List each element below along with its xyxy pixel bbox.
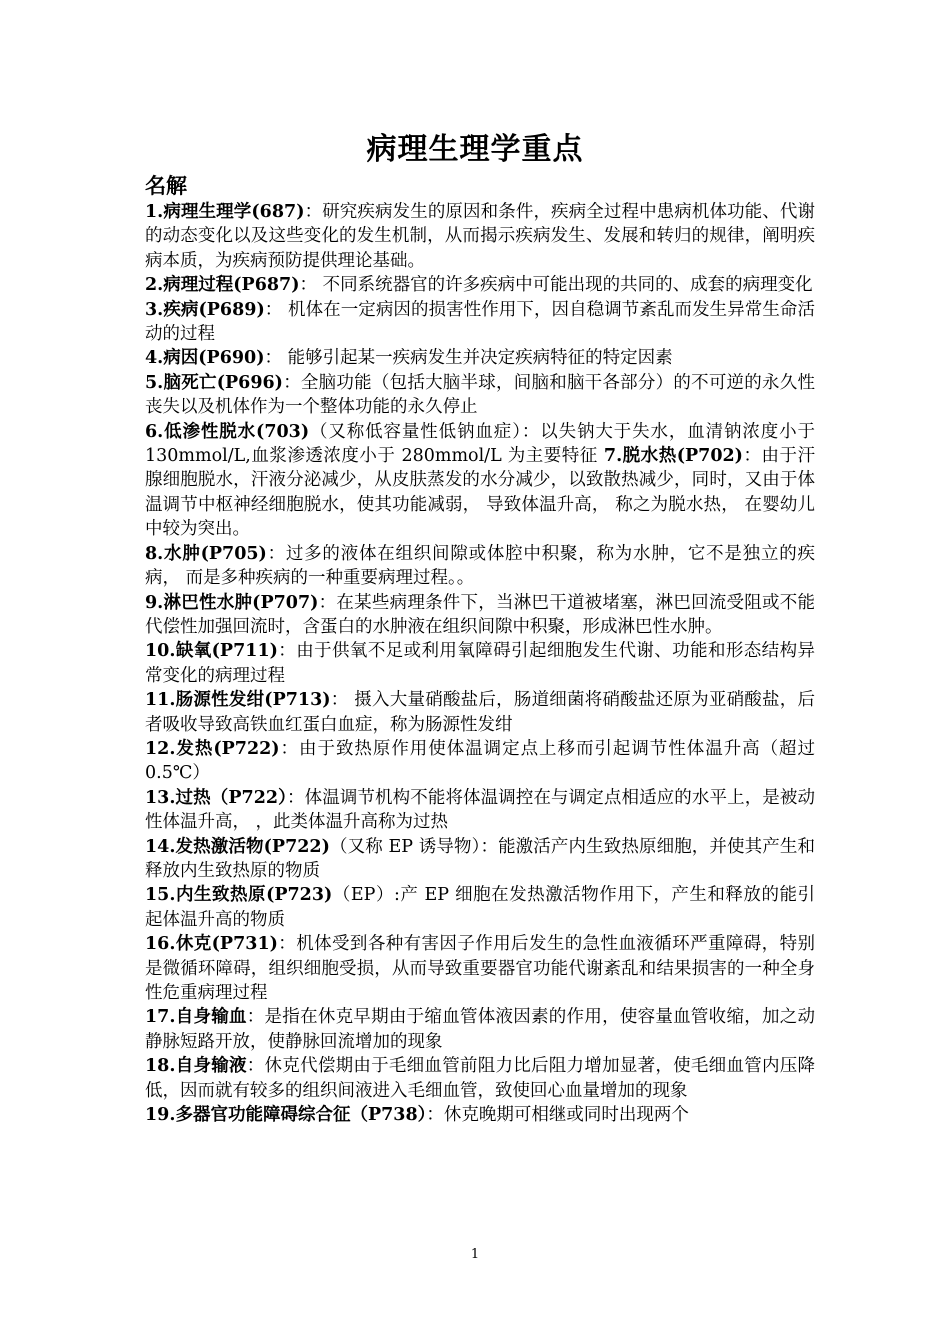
page-number: 1 — [470, 1247, 480, 1262]
entry-text: ： 机体在一定病因的损害性作用下，因自稳调节紊乱而发生异常生命活动的过程 — [145, 299, 815, 345]
definition-entry — [145, 786, 815, 835]
entry-text: ：全脑功能（包括大脑半球，间脑和脑干各部分）的不可逆的永久性丧失以及机体作为一个整体功能的永久停止 — [145, 372, 815, 418]
definition-entry — [145, 883, 815, 932]
definition-entry — [145, 420, 815, 542]
entry-text: ：机体受到各种有害因子作用后发生的急性血液循环严重障碍，特别是微循环障碍，组织细胞受损，从而导致重要器官功能代谢紊乱和结果损害的一种全身性危重病理过程 — [145, 934, 815, 1003]
entry-text: ：过多的液体在组织间隙或体腔中积聚，称为水肿，它不是独立的疾病， 而是多种疾病的一种重要病理过程。。 — [145, 543, 815, 589]
entry-text: （又称 EP 诱导物）：能激活产内生致热原细胞，并使其产生和释放内生致热原的物质 — [145, 836, 815, 881]
definition-entry — [145, 1103, 815, 1127]
entry-term: 11.肠源性发绀(P713) — [145, 690, 331, 711]
entry-text: ： 摄入大量硝酸盐后，肠道细菌将硝酸盐还原为亚硝酸盐，后者吸收导致高铁血红蛋白血症，称为肠源性发绀 — [145, 690, 815, 735]
definition-entry — [145, 346, 815, 370]
definition-entry — [145, 273, 815, 297]
entry-term: 16.休克(P731) — [145, 934, 278, 955]
entry-term: 14.发热激活物(P722) — [145, 836, 330, 857]
entry-text: ：休克代偿期由于毛细血管前阻力比后阻力增加显著，使毛细血管内压降低，因而就有较多的组织间液进入毛细血管，致使回心血量增加的现象 — [145, 1056, 815, 1101]
entry-text: ：由于供氧不足或利用氧障碍引起细胞发生代谢、功能和形态结构异常变化的病理过程 — [145, 641, 815, 686]
entry-term: 15.内生致热原(P723) — [145, 885, 333, 906]
entry-term: 1.病理生理学(687) — [145, 202, 305, 222]
definition-entry — [145, 639, 815, 688]
entry-term: 2.病理过程(P687) — [145, 275, 300, 296]
entry-text: ：研究疾病发生的原因和条件，疾病全过程中患病机体功能、代谢的动态变化以及这些变化的发生机制，从而揭示疾病发生、发展和转归的规律，阐明疾病本质，为疾病预防提供理论基础。 — [145, 202, 815, 271]
definition-entry — [145, 1005, 815, 1054]
entry-term: 18.自身输液 — [145, 1056, 247, 1077]
entry-term: 5.脑死亡(P696) — [145, 372, 283, 393]
definition-entry — [145, 737, 815, 786]
entry-term: 12.发热(P722) — [145, 738, 280, 759]
entry-text: （又称低容量性低钠血症）：以失钠大于失水，血清钠浓度小于 130mmol/L,血浆渗透浓度小于 280mmol/L 为主要特征 — [145, 421, 816, 467]
section-heading: 名解 — [145, 174, 187, 198]
entry-term: 3.疾病(P689) — [145, 299, 265, 320]
entry-term: 10.缺氧(P711) — [145, 641, 278, 662]
entry-text: ：休克晚期可相继或同时出现两个 — [426, 1105, 689, 1126]
definition-entry — [145, 542, 815, 591]
definition-entry — [145, 591, 815, 640]
definition-entry — [145, 1054, 815, 1103]
entry-term: 9.淋巴性水肿(P707) — [145, 592, 319, 613]
entry-text: ： 不同系统器官的许多疾病中可能出现的共同的、成套的病理变化 — [299, 275, 813, 296]
entry-term: 19.多器官功能障碍综合征（P738） — [145, 1105, 427, 1126]
entry-text: ：是指在休克早期由于缩血管体液因素的作用，使容量血管收缩，加之动静脉短路开放，使静脉回流增加的现象 — [145, 1007, 815, 1052]
entry-text: ：体温调节机构不能将体温调控在与调定点相适应的水平上，是被动性体温升高， ，此类体温升高称为过热 — [145, 787, 816, 833]
entry-term: 6.低渗性脱水(703) — [145, 421, 310, 442]
entry-text: ：由于汗腺细胞脱水，汗液分泌减少，从皮肤蒸发的水分减少，以致散热减少，同时，又由于体温调节中枢神经细胞脱水，使其功能减弱， 导致体温升高， 称之为脱水热， 在婴幼儿中较为突出。 — [145, 446, 815, 540]
entry-term: 8.水肿(P705) — [145, 543, 267, 564]
page-title: 病理生理学重点 — [366, 132, 584, 167]
entry-term: 7.脱水热(P702) — [603, 446, 743, 467]
definition-entry — [145, 932, 815, 1005]
definition-entry — [145, 688, 815, 737]
entry-text: （EP）:产 EP 细胞在发热激活物作用下，产生和释放的能引起体温升高的物质 — [145, 885, 815, 930]
definition-entry — [145, 371, 815, 420]
definition-entry — [145, 200, 815, 273]
entry-text: ：由于致热原作用使体温调定点上移而引起调节性体温升高（超过 0.5℃） — [145, 738, 816, 784]
definition-entry — [145, 298, 815, 347]
definition-list — [145, 200, 815, 1127]
entry-term: 13.过热（P722） — [145, 787, 288, 808]
entry-term: 17.自身输血 — [145, 1007, 247, 1028]
definition-entry — [145, 835, 815, 884]
entry-text: ： 能够引起某一疾病发生并决定疾病特征的特定因素 — [264, 348, 673, 369]
entry-term: 4.病因(P690) — [145, 348, 265, 369]
entry-text: ：在某些病理条件下，当淋巴干道被堵塞，淋巴回流受阻或不能代偿性加强回流时，含蛋白的水肿液在组织间隙中积聚，形成淋巴性水肿。 — [145, 592, 815, 637]
